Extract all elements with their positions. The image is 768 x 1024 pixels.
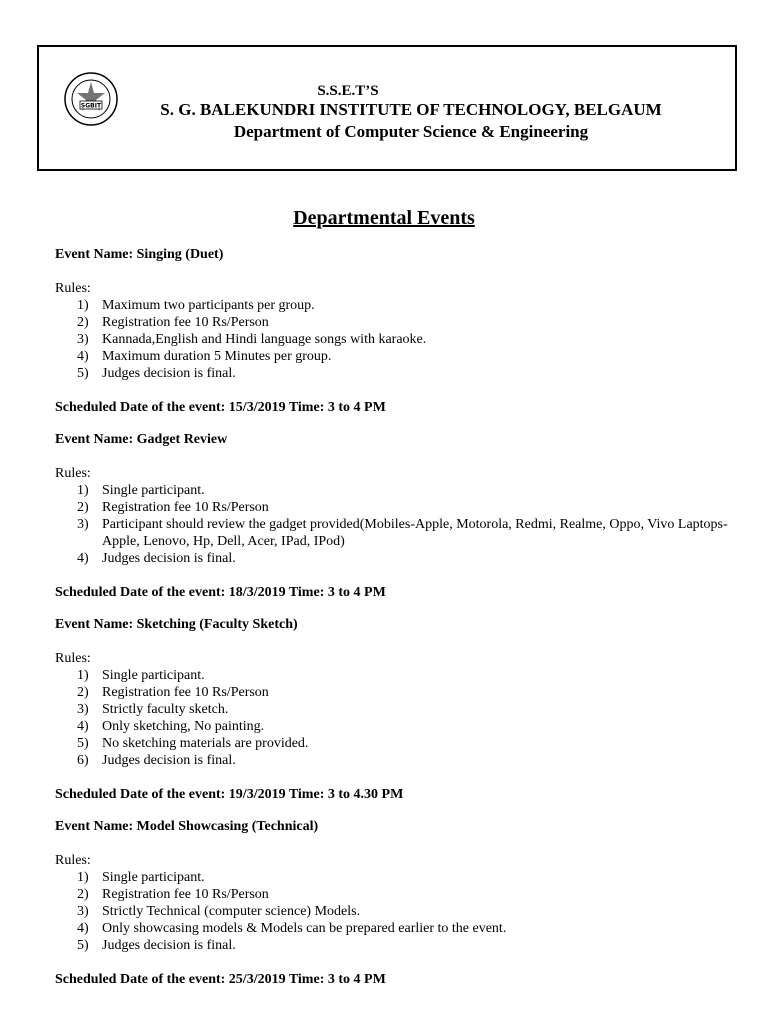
rule-text: Registration fee 10 Rs/Person	[102, 315, 269, 330]
rules-label: Rules:	[55, 651, 91, 666]
rule-number: 1)	[77, 483, 89, 498]
letterhead	[37, 45, 737, 171]
rule-item	[55, 903, 745, 920]
rule-text: Only sketching, No painting.	[102, 719, 265, 734]
rule-item	[55, 482, 745, 499]
rule-number: 1)	[77, 668, 89, 683]
rule-number: 6)	[77, 753, 89, 768]
rule-item	[55, 920, 745, 937]
rule-item	[55, 516, 745, 550]
event-section	[55, 431, 745, 601]
event-name: Event Name: Singing (Duet)	[55, 247, 224, 262]
rule-number: 4)	[77, 349, 89, 364]
rule-text: Only showcasing models & Models can be prepared earlier to the event.	[102, 921, 507, 936]
rule-item	[55, 314, 745, 331]
event-name: Event Name: Model Showcasing (Technical)	[55, 819, 319, 834]
rule-number: 2)	[77, 685, 89, 700]
rule-number: 3)	[77, 517, 89, 532]
rule-item	[55, 499, 745, 516]
event-name: Event Name: Gadget Review	[55, 432, 228, 447]
rule-text: Participant should review the gadget provided(Mobiles-Apple, Motorola, Redmi, Realme, Oppo, Vivo Laptops-Apple, Lenovo, Hp, Dell, Acer, IPad, IPod)	[102, 517, 728, 549]
rule-text: No sketching materials are provided.	[102, 736, 309, 751]
rule-item	[55, 331, 745, 348]
rule-item	[55, 886, 745, 903]
rule-number: 2)	[77, 315, 89, 330]
event-section	[55, 616, 745, 803]
event-section	[55, 246, 745, 416]
rules-list	[55, 667, 745, 769]
rule-text: Judges decision is final.	[102, 753, 236, 768]
rule-text: Strictly faculty sketch.	[102, 702, 229, 717]
rule-item	[55, 937, 745, 954]
rule-text: Single participant.	[102, 668, 205, 683]
rule-number: 1)	[77, 298, 89, 313]
rule-item	[55, 550, 745, 567]
rules-list	[55, 297, 745, 382]
rule-number: 4)	[77, 719, 89, 734]
rule-text: Judges decision is final.	[102, 366, 236, 381]
institute-short-name: S.S.E.T’S	[317, 83, 379, 99]
rule-item	[55, 718, 745, 735]
event-name: Event Name: Sketching (Faculty Sketch)	[55, 617, 298, 632]
rule-text: Registration fee 10 Rs/Person	[102, 500, 269, 515]
department-name: Department of Computer Science & Engineering	[233, 122, 589, 141]
rule-number: 1)	[77, 870, 89, 885]
rule-text: Registration fee 10 Rs/Person	[102, 685, 269, 700]
rule-item	[55, 297, 745, 314]
rule-item	[55, 348, 745, 365]
logo-text: SGBIT	[80, 102, 102, 110]
event-schedule: Scheduled Date of the event: 15/3/2019 Time: 3 to 4 PM	[55, 400, 386, 415]
rule-number: 5)	[77, 938, 89, 953]
rule-number: 3)	[77, 332, 89, 347]
rule-number: 3)	[77, 702, 89, 717]
rule-number: 4)	[77, 551, 89, 566]
rule-text: Kannada,English and Hindi language songs with karaoke.	[102, 332, 427, 347]
rule-item	[55, 365, 745, 382]
rule-item	[55, 701, 745, 718]
rule-text: Judges decision is final.	[102, 551, 236, 566]
rule-text: Registration fee 10 Rs/Person	[102, 887, 269, 902]
rule-item	[55, 869, 745, 886]
rule-item	[55, 684, 745, 701]
rule-item	[55, 735, 745, 752]
rule-number: 2)	[77, 887, 89, 902]
rule-number: 3)	[77, 904, 89, 919]
rule-item	[55, 752, 745, 769]
rules-label: Rules:	[55, 853, 91, 868]
page-title: Departmental Events	[293, 207, 475, 229]
event-schedule: Scheduled Date of the event: 18/3/2019 Time: 3 to 4 PM	[55, 585, 386, 600]
event-schedule: Scheduled Date of the event: 19/3/2019 Time: 3 to 4.30 PM	[55, 787, 404, 802]
event-section	[55, 818, 745, 988]
rule-text: Single participant.	[102, 870, 205, 885]
rule-text: Maximum duration 5 Minutes per group.	[102, 349, 332, 364]
rule-number: 4)	[77, 921, 89, 936]
rules-label: Rules:	[55, 281, 91, 296]
event-schedule: Scheduled Date of the event: 25/3/2019 Time: 3 to 4 PM	[55, 972, 386, 987]
rule-text: Judges decision is final.	[102, 938, 236, 953]
rules-list	[55, 869, 745, 954]
institute-name: S. G. BALEKUNDRI INSTITUTE OF TECHNOLOGY, BELGAUM	[160, 100, 662, 119]
rule-text: Maximum two participants per group.	[102, 298, 315, 313]
rule-number: 2)	[77, 500, 89, 515]
rule-number: 5)	[77, 736, 89, 751]
rules-list	[55, 482, 745, 567]
rule-text: Single participant.	[102, 483, 205, 498]
rule-number: 5)	[77, 366, 89, 381]
rule-text: Strictly Technical (computer science) Models.	[102, 904, 361, 919]
rule-item	[55, 667, 745, 684]
rules-label: Rules:	[55, 466, 91, 481]
